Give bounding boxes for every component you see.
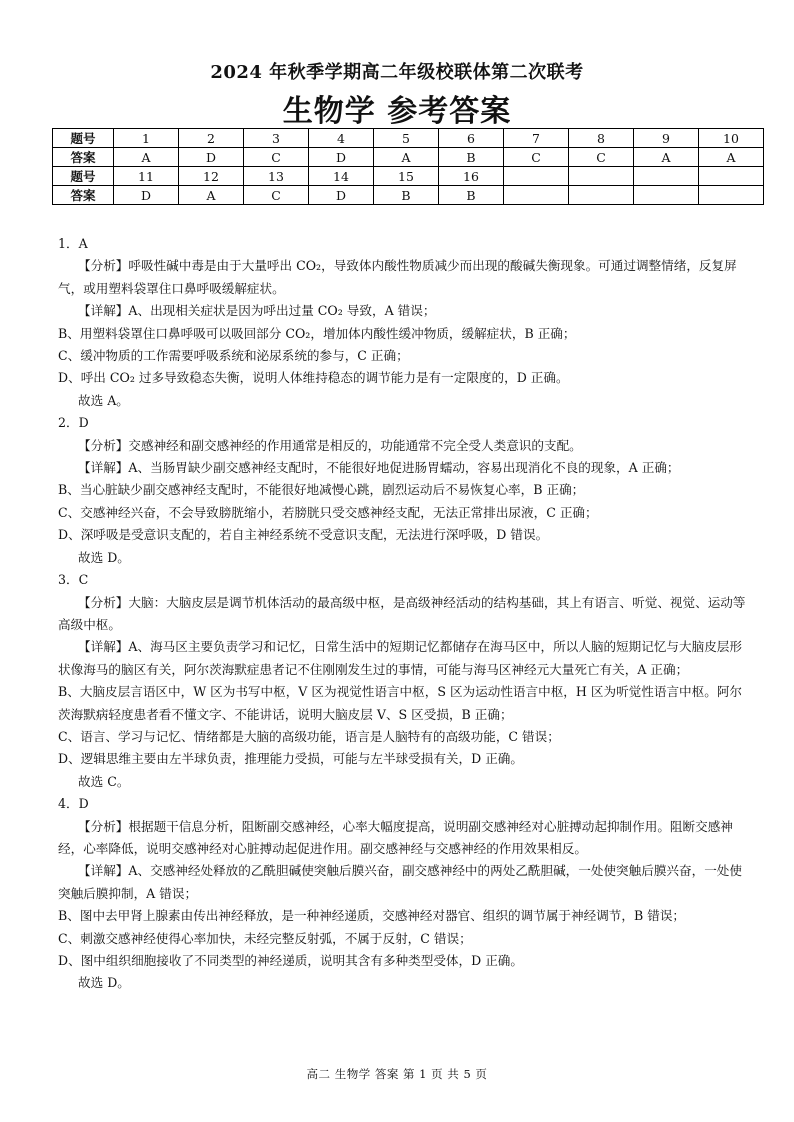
- detail-text: 【详解】A、当肠胃缺少副交感神经支配时，不能很好地促进肠胃蠕动，容易出现消化不良的现象，A 正确；: [78, 460, 680, 476]
- row-label-answer: 答案: [53, 186, 114, 205]
- question-number-cell: 11: [114, 167, 179, 186]
- question-number: 3．C: [58, 572, 89, 588]
- question-number: 1．A: [58, 236, 88, 251]
- answer-table-row-questions-1: [53, 129, 764, 148]
- answer-table-row-questions-2: [53, 167, 764, 186]
- question-number-cell: 6: [439, 129, 504, 148]
- conclusion-text: 故选 D。: [78, 975, 130, 991]
- answer-cell: D: [309, 186, 374, 205]
- option-explanation: B、当心脏缺少副交感神经支配时，不能很好地减慢心跳，剧烈运动后不易恢复心率，B 正确；: [58, 482, 585, 498]
- answer-cell: [699, 186, 764, 205]
- answer-table: [52, 128, 764, 205]
- row-label-answer: 答案: [53, 148, 114, 167]
- detail-text: 【详解】A、交感神经处释放的乙酰胆碱使突触后膜兴奋，副交感神经中的两处乙酰胆碱，一处使突触后膜兴奋，一处使突触后膜抑制，A 错误；: [58, 863, 742, 901]
- answer-cell: B: [374, 186, 439, 205]
- answer-table-row-answers-1: [53, 148, 764, 167]
- answer-cell: C: [244, 186, 309, 205]
- page-footer: 高二 生物学 答案 第 1 页 共 5 页: [306, 1067, 488, 1081]
- row-label-question: 题号: [53, 167, 114, 186]
- option-explanation: B、用塑料袋罩住口鼻呼吸可以吸回部分 CO₂，增加体内酸性缓冲物质，缓解症状，B 正确；: [58, 325, 576, 341]
- question-number-cell: 15: [374, 167, 439, 186]
- answer-cell: [504, 186, 569, 205]
- row-label-question: 题号: [53, 129, 114, 148]
- conclusion-text: 故选 A。: [78, 392, 129, 408]
- question-number-cell: [634, 167, 699, 186]
- question-number-cell: [504, 167, 569, 186]
- question-block: [58, 233, 748, 412]
- answer-cell: A: [634, 148, 699, 167]
- answer-cell: D: [309, 148, 374, 167]
- analysis-text: 【分析】交感神经和副交感神经的作用通常是相反的，功能通常不完全受人类意识的支配。: [78, 437, 582, 453]
- detail-text: 【详解】A、海马区主要负责学习和记忆，日常生活中的短期记忆都储存在海马区中，所以人脑的短期记忆与大脑皮层形状像海马的脑区有关，阿尔茨海默症患者记不住刚刚发生过的事情，可能与海马区神经元大量死亡有关，A 正确；: [58, 639, 742, 677]
- option-explanation: D、图中组织细胞接收了不同类型的神经递质，说明其含有多种类型受体，D 正确。: [58, 953, 523, 968]
- answer-cell: C: [504, 148, 569, 167]
- question-number-cell: 12: [179, 167, 244, 186]
- subject-title: 生物学 参考答案: [282, 94, 512, 129]
- option-explanation: D、深呼吸是受意识支配的，若自主神经系统不受意识支配，无法进行深呼吸，D 错误。: [58, 527, 549, 543]
- answer-cell: D: [179, 148, 244, 167]
- analysis-text: 【分析】大脑：大脑皮层是调节机体活动的最高级中枢，是高级神经活动的结构基础，其上有语言、听觉、视觉、运动等高级中枢。: [58, 594, 746, 632]
- question-number-cell: 10: [699, 129, 764, 148]
- option-explanation: D、逻辑思维主要由左半球负责，推理能力受损，可能与左半球受损有关，D 正确。: [58, 751, 523, 767]
- answer-cell: C: [569, 148, 634, 167]
- answer-cell: [569, 186, 634, 205]
- question-number-cell: [699, 167, 764, 186]
- detail-text: 【详解】A、出现相关症状是因为呼出过量 CO₂ 导致，A 错误；: [78, 303, 436, 319]
- question-number-cell: 3: [244, 129, 309, 148]
- question-block: [58, 412, 748, 569]
- question-number: 2．D: [58, 415, 89, 431]
- explanations: [58, 233, 748, 995]
- answer-cell: C: [244, 148, 309, 167]
- answer-cell: A: [374, 148, 439, 167]
- question-number: 4．D: [58, 796, 89, 812]
- analysis-text: 【分析】根据题干信息分析，阻断副交感神经，心率大幅度提高，说明副交感神经对心脏搏动起抑制作用。阻断交感神经，心率降低，说明交感神经对心脏搏动起促进作用。副交感神经与交感神经的作用效果相反。: [58, 818, 733, 856]
- answer-cell: A: [179, 186, 244, 205]
- answer-table-row-answers-2: [53, 186, 764, 205]
- answer-cell: A: [699, 148, 764, 167]
- question-number-cell: 5: [374, 129, 439, 148]
- question-number-cell: 14: [309, 167, 374, 186]
- option-explanation: C、刺激交感神经使得心率加快，未经完整反射弧，不属于反射，C 错误；: [58, 930, 472, 946]
- option-explanation: B、大脑皮层言语区中，W 区为书写中枢，V 区为视觉性语言中枢，S 区为运动性语言中枢，H 区为听觉性语言中枢。阿尔茨海默病轻度患者看不懂文字、不能讲话，说明大脑皮层 V、S 区受损，B 正确；: [58, 684, 743, 722]
- answer-cell: A: [114, 148, 179, 167]
- question-number-cell: 13: [244, 167, 309, 186]
- option-explanation: D、呼出 CO₂ 过多导致稳态失衡，说明人体维持稳态的调节能力是有一定限度的，D 正确。: [58, 370, 569, 386]
- exam-title: 2024 年秋季学期高二年级校联体第二次联考: [210, 62, 584, 83]
- question-number-cell: 2: [179, 129, 244, 148]
- question-number-cell: [569, 167, 634, 186]
- question-number-cell: 9: [634, 129, 699, 148]
- question-block: [58, 793, 748, 995]
- question-number-cell: 4: [309, 129, 374, 148]
- analysis-text: 【分析】呼吸性碱中毒是由于大量呼出 CO₂，导致体内酸性物质减少而出现的酸碱失衡现象。可通过调整情绪，反复屏气，或用塑料袋罩住口鼻呼吸缓解症状。: [58, 258, 737, 296]
- option-explanation: C、语言、学习与记忆、情绪都是大脑的高级功能，语言是人脑特有的高级功能，C 错误；: [58, 728, 560, 744]
- conclusion-text: 故选 C。: [78, 773, 130, 789]
- question-number-cell: 7: [504, 129, 569, 148]
- question-block: [58, 569, 748, 793]
- answer-cell: D: [114, 186, 179, 205]
- question-number-cell: 16: [439, 167, 504, 186]
- question-number-cell: 8: [569, 129, 634, 148]
- conclusion-text: 故选 D。: [78, 549, 130, 565]
- answer-cell: [634, 186, 699, 205]
- option-explanation: C、缓冲物质的工作需要呼吸系统和泌尿系统的参与，C 正确；: [58, 348, 409, 364]
- answer-cell: B: [439, 186, 504, 205]
- option-explanation: B、图中去甲肾上腺素由传出神经释放，是一种神经递质，交感神经对器官、组织的调节属于神经调节，B 错误；: [58, 908, 686, 924]
- answer-cell: B: [439, 148, 504, 167]
- option-explanation: C、交感神经兴奋，不会导致膀胱缩小，若膀胱只受交感神经支配，无法正常排出尿液，C 正确；: [58, 504, 598, 520]
- question-number-cell: 1: [114, 129, 179, 148]
